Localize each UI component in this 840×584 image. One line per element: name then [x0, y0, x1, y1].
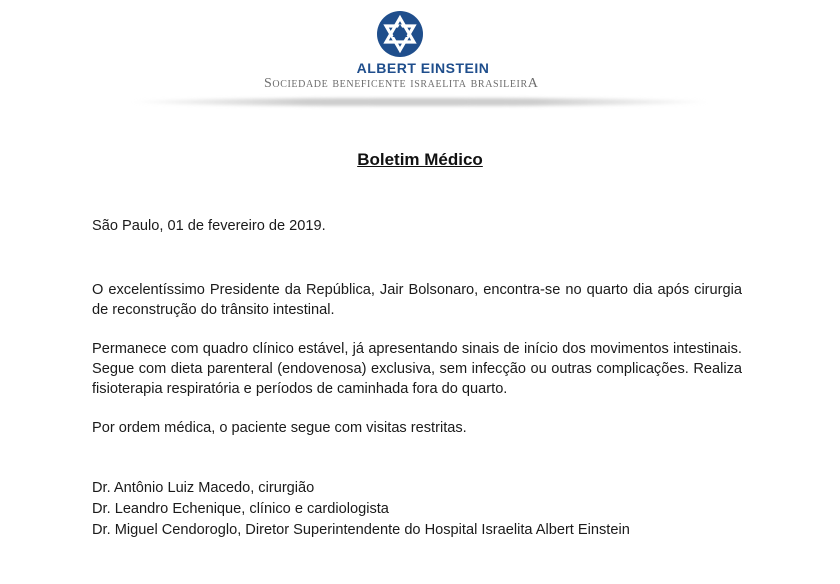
- signature-block: [92, 478, 742, 541]
- star-of-david-logo-icon: [376, 10, 424, 58]
- paragraph-status: O excelentíssimo Presidente da República, Jair Bolsonaro, encontra-se no quarto dia após cirurgia de reconstrução do trânsito intestinal.: [92, 282, 742, 318]
- document-body: [92, 216, 742, 541]
- brand-name: ALBERT EINSTEIN: [356, 60, 490, 76]
- header-divider: [130, 98, 710, 106]
- signature-line: Dr. Miguel Cendoroglo, Diretor Superintendente do Hospital Israelita Albert Einstein: [92, 522, 630, 538]
- letterhead: [0, 0, 840, 110]
- paragraph-visits: Por ordem médica, o paciente segue com visitas restritas.: [92, 420, 467, 436]
- signature-line: Dr. Leandro Echenique, clínico e cardiologista: [92, 501, 389, 517]
- paragraph-clinical: Permanece com quadro clínico estável, já apresentando sinais de início dos movimentos intestinais. Segue com dieta parenteral (endovenosa) exclusiva, sem infecção ou outras complicações. Realiza fisioterapia respiratória e períodos de caminhada fora do quarto.: [92, 341, 742, 397]
- brand-subtitle: Sociedade beneficente israelita brasileirA: [264, 76, 539, 91]
- signature-line: Dr. Antônio Luiz Macedo, cirurgião: [92, 480, 315, 496]
- date-line: São Paulo, 01 de fevereiro de 2019.: [92, 218, 326, 234]
- document-title: Boletim Médico: [357, 150, 483, 169]
